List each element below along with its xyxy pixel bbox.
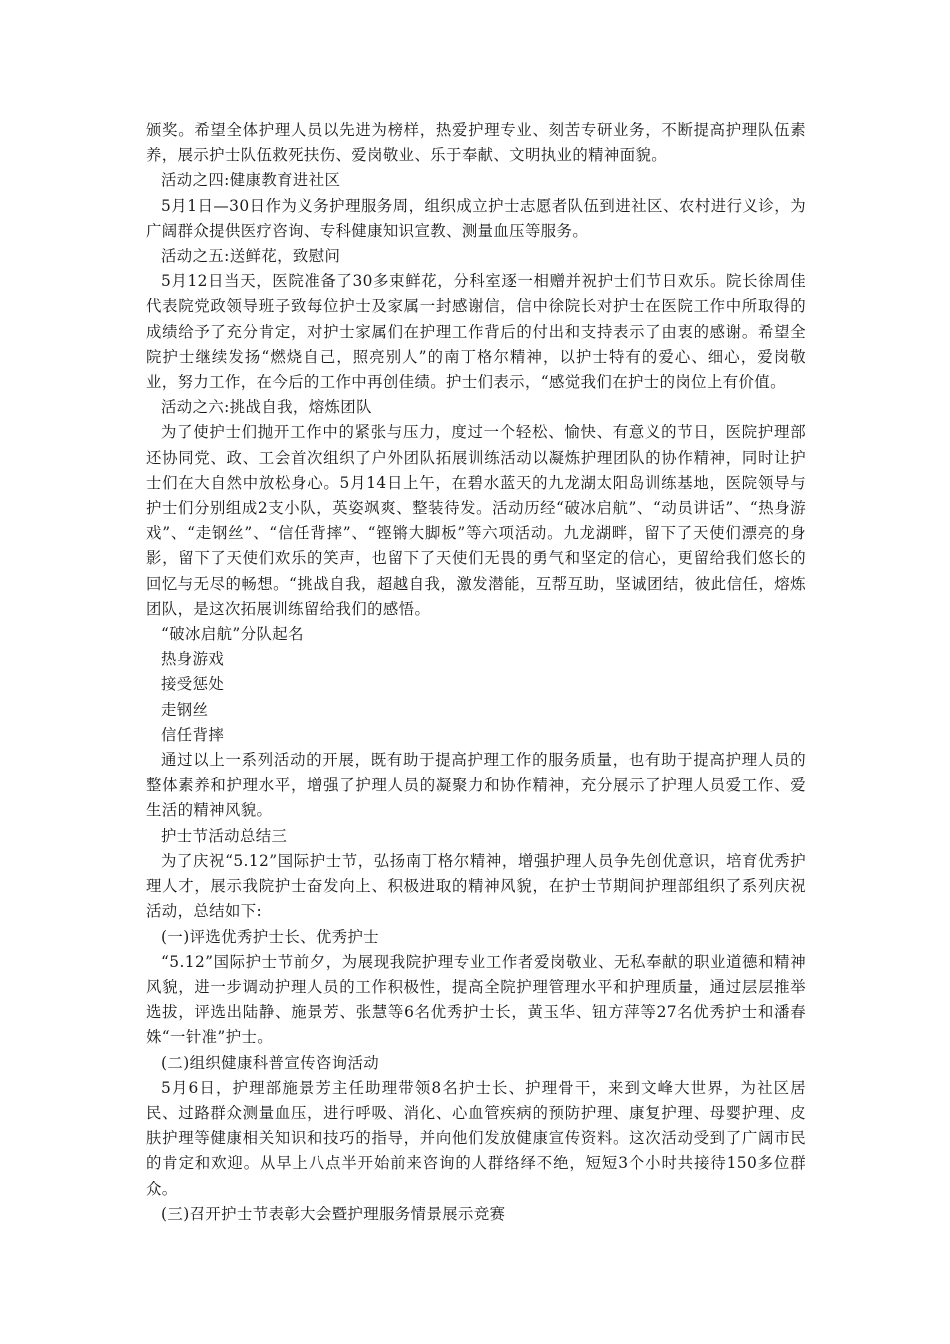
paragraph-award: 颁奖。希望全体护理人员以先进为榜样，热爱护理专业、刻苦专研业务，不断提高护理队伍素养，展示护士队伍救死扶伤、爱岗敬业、乐于奉献、文明执业的精神面貌。 (146, 121, 806, 165)
list-item-trust-fall: 信任背摔 (161, 725, 225, 744)
paragraph-health-consult: 5月6日，护理部施景芳主任助理带领8名护士长、护理骨干，来到文峰大世界，为社区居民、过路群众测量血压，进行呼吸、消化、心血管疾病的预防护理、康复护理、母婴护理、皮肤护理等健康相关知识和技巧的指导，并向他们发放健康宣传资料。这次活动受到了广阔市民的肯定和欢迎。从早上八点半开始前来咨询的人群络绎不绝，短短3个小时共接待150多位群众。 (146, 1078, 806, 1198)
heading-activity-6: 活动之六:挑战自我，熔炼团队 (161, 398, 372, 417)
list-item-tightrope: 走钢丝 (161, 700, 209, 719)
document-body (146, 118, 806, 1227)
heading-summary-three: 护士节活动总结三 (161, 826, 288, 845)
paragraph-excellent-nurses: “5.12”国际护士节前夕，为展现我院护理专业工作者爱岗敬业、无私奉献的职业道德和精神风貌，进一步调动护理人员的工作积极性，提高全院护理管理水平和护理质量，通过层层推举选拔，评选出陆静、施景芳、张慧等6名优秀护士长，黄玉华、钮方萍等27名优秀护士和潘春姝“一针准”护士。 (146, 952, 806, 1047)
paragraph-summary: 通过以上一系列活动的开展，既有助于提高护理工作的服务质量，也有助于提高护理人员的整体素养和护理水平，增强了护理人员的凝聚力和协作精神，充分展示了护理人员爱工作、爱生活的精神风貌。 (146, 751, 806, 820)
paragraph-team-training: 为了使护士们抛开工作中的紧张与压力，度过一个轻松、愉快、有意义的节日，医院护理部还协同党、政、工会首次组织了户外团队拓展训练活动以凝炼护理团队的协作精神，同时让护士们在大自然中放松身心。5月14日上午，在碧水蓝天的九龙湖太阳岛训练基地，医院领导与护士们分别组成2支小队，英姿飒爽、整装待发。活动历经“破冰启航”、“动员讲话”、“热身游戏”、“走钢丝”、“信任背摔”、“铿锵大脚板”等六项活动。九龙湖畔，留下了天使们漂亮的身影，留下了天使们欢乐的笑声，也留下了天使们无畏的勇气和坚定的信心，更留给我们悠长的回忆与无尽的畅想。“挑战自我，超越自我，激发潜能，互帮互助，坚诚团结，彼此信任，熔炼团队，是这次拓展训练留给我们的感悟。 (146, 423, 806, 618)
list-item-penalty: 接受惩处 (161, 675, 225, 694)
heading-section-2: (二)组织健康科普宣传咨询活动 (161, 1053, 380, 1072)
paragraph-volunteer-week: 5月1日—30日作为义务护理服务周，组织成立护士志愿者队伍到进社区、农村进行义诊，为广阔群众提供医疗咨询、专科健康知识宣教、测量血压等服务。 (146, 196, 806, 240)
paragraph-flowers: 5月12日当天，医院准备了30多束鲜花，分科室逐一相赠并祝护士们节日欢乐。院长徐周佳代表院党政领导班子致每位护士及家属一封感谢信，信中徐院长对护士在医院工作中所取得的成绩给予了充分肯定，对护士家属们在护理工作背后的付出和支持表示了由衷的感谢。希望全院护士继续发扬“燃烧自己，照亮别人”的南丁格尔精神，以护士特有的爱心、细心，爱岗敬业，努力工作，在今后的工作中再创佳绩。护士们表示，“感觉我们在护士的岗位上有价值。 (146, 272, 806, 392)
list-item-warmup: 热身游戏 (161, 650, 225, 669)
heading-activity-5: 活动之五:送鲜花，致慰问 (161, 247, 341, 266)
heading-section-1: (一)评选优秀护士长、优秀护士 (161, 927, 380, 946)
heading-section-3: (三)召开护士节表彰大会暨护理服务情景展示竞赛 (161, 1204, 506, 1223)
list-item-icebreak: “破冰启航”分队起名 (161, 625, 304, 644)
paragraph-celebration-intro: 为了庆祝“5.12”国际护士节，弘扬南丁格尔精神，增强护理人员争先创优意识，培育优秀护理人才，展示我院护士奋发向上、积极进取的精神风貌，在护士节期间护理部组织了系列庆祝活动，总结如下: (146, 851, 806, 921)
heading-activity-4: 活动之四:健康教育进社区 (161, 171, 341, 190)
